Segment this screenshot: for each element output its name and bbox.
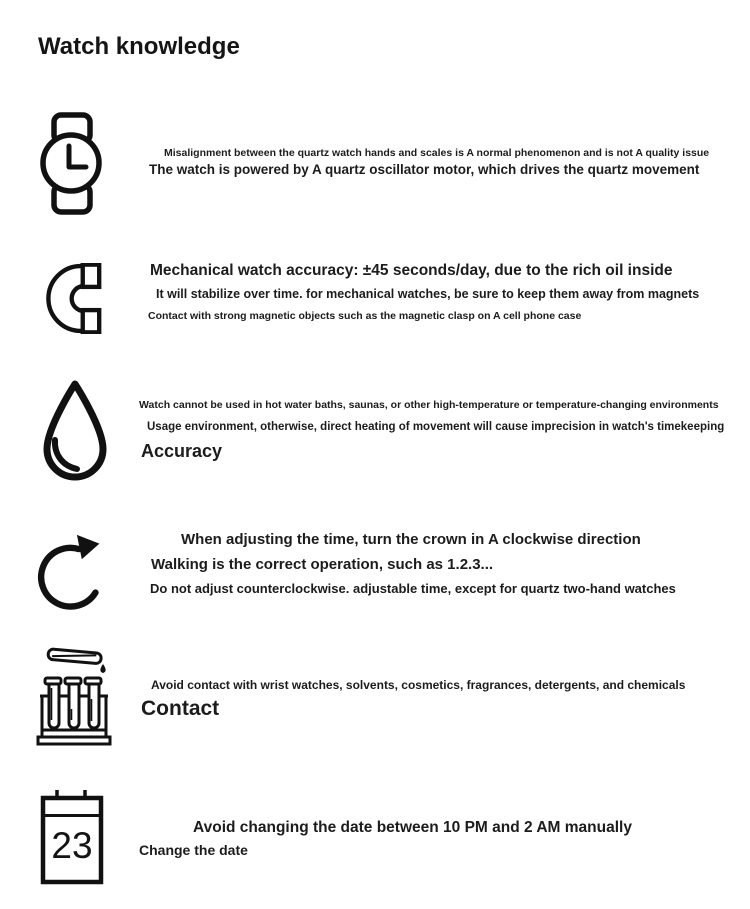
accuracy-heading: Accuracy xyxy=(141,441,223,461)
date-change-warning-headline: Avoid changing the date between 10 PM and 2 AM manually xyxy=(193,819,632,836)
chemicals-avoid-text: Avoid contact with wrist watches, solvents, cosmetics, fragrances, detergents, and chemicals xyxy=(151,678,686,692)
page-title: Watch knowledge xyxy=(38,33,240,60)
change-date-text: Change the date xyxy=(139,842,248,858)
test-tubes-icon xyxy=(36,646,114,748)
magnet-stabilize-text: It will stabilize over time. for mechanical watches, be sure to keep them away from magnets xyxy=(156,287,700,301)
quartz-misalignment-note: Misalignment between the quartz watch hands and scales is A normal phenomenon and is not A quality issue xyxy=(164,147,710,159)
crown-clockwise-headline: When adjusting the time, turn the crown in A clockwise direction xyxy=(181,531,641,548)
temperature-warning-note: Watch cannot be used in hot water baths, saunas, or other high-temperature or temperature-changing environments xyxy=(139,399,719,411)
magnet-icon xyxy=(45,263,105,334)
quartz-power-text: The watch is powered by A quartz oscillator motor, which drives the quartz movement xyxy=(149,162,700,177)
water-drop-icon xyxy=(42,378,108,484)
magnet-contact-note: Contact with strong magnetic objects such as the magnetic clasp on A cell phone case xyxy=(148,310,582,322)
clockwise-arrow-icon xyxy=(37,528,109,618)
magnet-accuracy-headline: Mechanical watch accuracy: ±45 seconds/day, due to the rich oil inside xyxy=(150,262,673,279)
counterclockwise-note: Do not adjust counterclockwise. adjustable time, except for quartz two-hand watches xyxy=(150,581,676,596)
temperature-usage-text: Usage environment, otherwise, direct heating of movement will cause imprecision in watch's timekeeping xyxy=(147,421,725,433)
contact-heading: Contact xyxy=(141,697,220,720)
walking-operation-text: Walking is the correct operation, such as 1.2.3... xyxy=(151,556,494,573)
calendar-day-number: 23 xyxy=(51,825,93,866)
wristwatch-icon xyxy=(40,112,106,215)
